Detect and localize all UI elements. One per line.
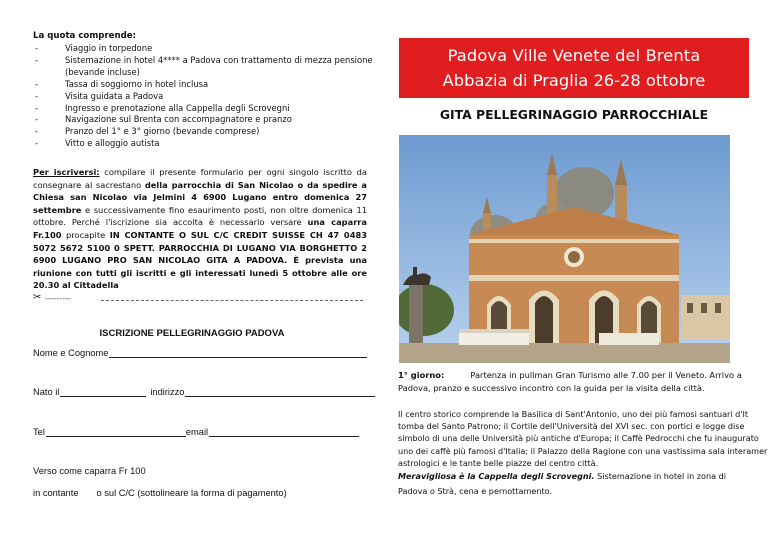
list-item: - Ingresso e prenotazione alla Cappella degli Scrovegni (33, 103, 373, 115)
last-line: Padova o Strà, cena e pernottamento. (398, 486, 553, 497)
registration-text: compilare il presente formulario per ogni singolo iscritto da consegnare al sacrestano (33, 167, 367, 190)
contact-row (33, 426, 359, 437)
address-field[interactable] (185, 386, 375, 397)
list-item: - Tassa di soggiorno in hotel inclusa (33, 79, 373, 91)
name-row (33, 347, 367, 358)
cut-line (33, 294, 367, 306)
day1-text-2: Padova, pranzo e successivo incontro con la guida per la visita della città. (398, 383, 705, 394)
centro-paragraph (398, 408, 768, 497)
birth-field[interactable] (60, 386, 146, 397)
phone-label: Tel (33, 427, 45, 437)
address-label: indirizzo (150, 387, 185, 397)
scissors-icon: ✂ (33, 292, 42, 303)
right-page (384, 0, 768, 543)
subtitle: GITA PELLEGRINAGGIO PARROCCHIALE (439, 107, 709, 122)
quota-title: La quota comprende: (33, 31, 137, 41)
quota-list (33, 43, 373, 150)
cash-option[interactable]: in contante (33, 488, 79, 498)
phone-field[interactable] (46, 426, 186, 437)
cut-rule (101, 300, 363, 301)
registration-bold: IN CONTANTE O SUL C/C CREDIT SUISSE CH 47 0483 5072 5672 5100 0 SPETT. PARROCCHIA DI LUGANO VIA BORGHETTO 2 6900 LUGANO PRO SAN NICOLAO GITA A PADOVA. È prevista una riunione con tutti gli iscritti e gli interessati lunedì 5 ottobre alle ore 20.30 al Cittadella (33, 229, 368, 291)
email-label: email (185, 427, 209, 437)
basilica-photo (399, 135, 730, 363)
registration-label: Per iscriversi: (33, 167, 100, 177)
registration-text: e successivamente fino esaurimento posti, non oltre domenica 11 ottobre. Perché l'iscrizione sia accolta è necessario versare (33, 204, 367, 228)
title-banner (399, 38, 749, 98)
list-item: - Sistemazione in hotel 4**** a Padova con trattamento di mezza pensione (bevande incluse) (33, 55, 373, 79)
list-item: - Viaggio in torpedone (33, 43, 373, 55)
list-item: - Visita guidata a Padova (33, 91, 373, 103)
form-title: ISCRIZIONE PELLEGRINAGGIO PADOVA (99, 328, 285, 339)
centro-line: tomba del Santo Patrono; il Cortile dell'Università del XVI sec. con portici e logge dise (398, 421, 745, 432)
title-line-2: Abbazia di Praglia 26-28 ottobre (442, 71, 706, 90)
registration-bold: della parrocchia di San Nicolao o da spedire a Chiesa san Nicolao via Jelmini 4 6900 Lugano entro domenica 27 settembre (33, 179, 367, 215)
centro-line: Il centro storico comprende la Basilica di Sant'Antonio, uno dei più famosi santuari d'It (398, 409, 749, 419)
deposit-row (33, 466, 146, 476)
account-option[interactable]: o sul C/C (sottolineare la forma di pagamento) (96, 488, 287, 498)
cut-dashes: --------- (45, 294, 71, 303)
name-label: Nome e Cognome (33, 348, 109, 358)
registration-text: procapite (61, 229, 110, 240)
birth-label: Nato il (33, 387, 60, 397)
list-item: - Vitto e alloggio autista (33, 138, 373, 150)
centro-line: astrologici e le tante belle piazze del centro città. (398, 457, 599, 468)
birth-row (33, 386, 375, 397)
day1-label: 1° giorno: (398, 370, 445, 380)
registration-bold: una caparra Fr.100 (33, 217, 368, 240)
centro-line: uno dei caffè più famosi d'Italia; il Palazzo della Ragione con una vastissima sala interamer (398, 445, 768, 456)
name-field[interactable] (109, 347, 367, 358)
list-item: - Navigazione sul Brenta con accompagnatore e pranzo (33, 114, 373, 126)
registration-instructions (33, 166, 367, 292)
meraviglia-text: Sistemazione in hotel in zona di (594, 471, 727, 482)
email-field[interactable] (209, 426, 359, 437)
list-item: - Pranzo del 1° e 3° giorno (bevande comprese) (33, 126, 373, 138)
deposit-label: Verso come caparra Fr 100 (33, 466, 146, 476)
payment-row (33, 488, 287, 498)
title-line-1: Padova Ville Venete del Brenta (447, 46, 701, 65)
day1-paragraph (398, 369, 748, 395)
meraviglia-bold: Meravigliosa è la Cappella degli Scrovegni. (398, 471, 595, 482)
centro-line: simbolo di una delle Università più antiche d'Europa; il Caffè Pedrocchi che fu inaugurato (398, 433, 759, 444)
day1-text: Partenza in pullman Gran Turismo alle 7.00 per il Veneto. Arrivo a (470, 370, 742, 380)
